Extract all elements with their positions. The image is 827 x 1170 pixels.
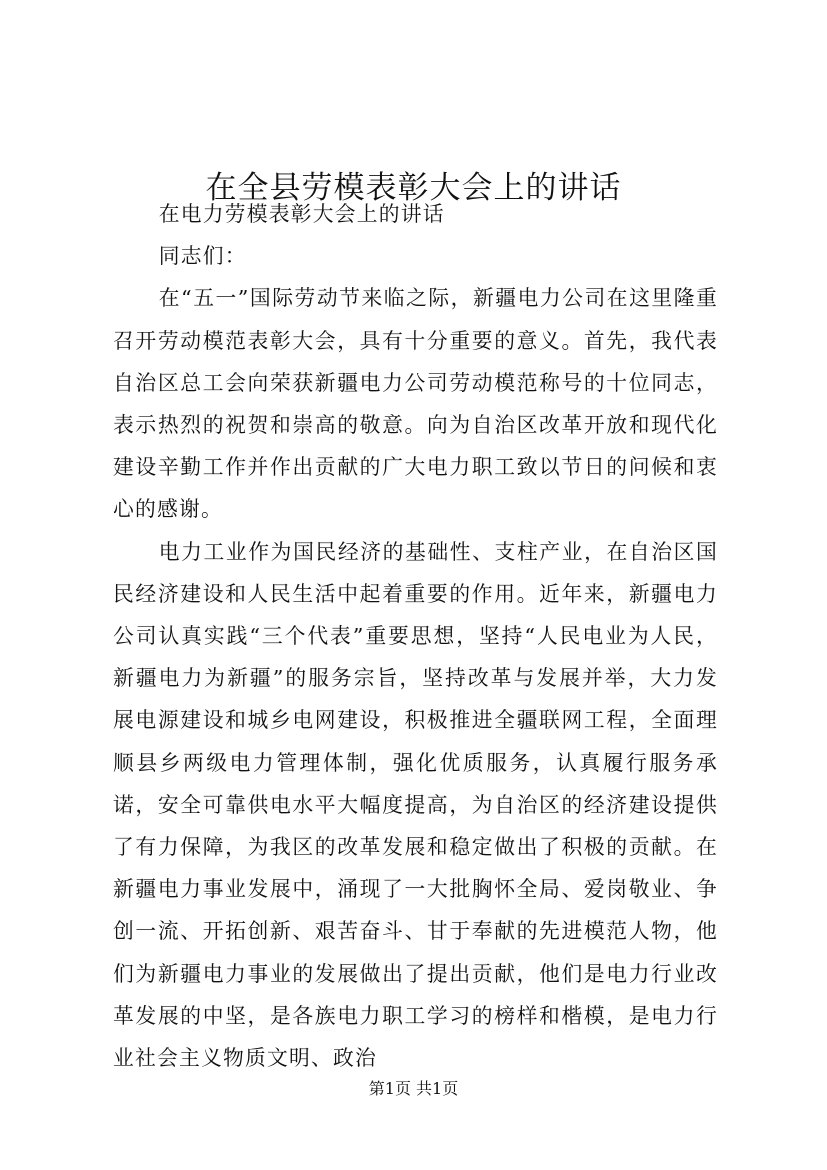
document-title: 在全县劳模表彰大会上的讲话 bbox=[205, 169, 622, 206]
paragraph-opening: 在“五一”国际劳动节来临之际，新疆电力公司在这里隆重召开劳动模范表彰大会，具有十分重要的意义。首先，我代表自治区总工会向荣获新疆电力公司劳动模范称号的十位同志，表示热烈的祝贺和崇高的敬意。向为自治区改革开放和现代化建设辛勤工作并作出贡献的广大电力职工致以节日的问候和衷心的感谢。 bbox=[113, 286, 718, 522]
paragraph-main: 电力工业作为国民经济的基础性、支柱产业，在自治区国民经济建设和人民生活中起着重要的作用。近年来，新疆电力公司认真实践“三个代表”重要思想，坚持“人民电业为人民，新疆电力为新疆”的服务宗旨，坚持改革与发展并举，大力发展电源建设和城乡电网建设，积极推进全疆联网工程，全面理顺县乡两级电力管理体制，强化优质服务，认真履行服务承诺，安全可靠供电水平大幅度提高，为自治区的经济建设提供了有力保障，为我区的改革发展和稳定做出了积极的贡献。在新疆电力事业发展中，涌现了一大批胸怀全局、爱岗敬业、争创一流、开拓创新、艰苦奋斗、甘于奉献的先进模范人物，他们为新疆电力事业的发展做出了提出贡献，他们是电力行业改革发展的中坚，是各族电力职工学习的榜样和楷模，是电力行业社会主义物质文明、政治 bbox=[113, 539, 718, 1071]
page-footer: 第1页 共1页 bbox=[368, 1079, 459, 1098]
document-body bbox=[113, 193, 718, 1079]
paragraph-subtitle: 在电力劳模表彰大会上的讲话 bbox=[158, 202, 445, 226]
paragraph-salutation: 同志们： bbox=[158, 244, 247, 269]
